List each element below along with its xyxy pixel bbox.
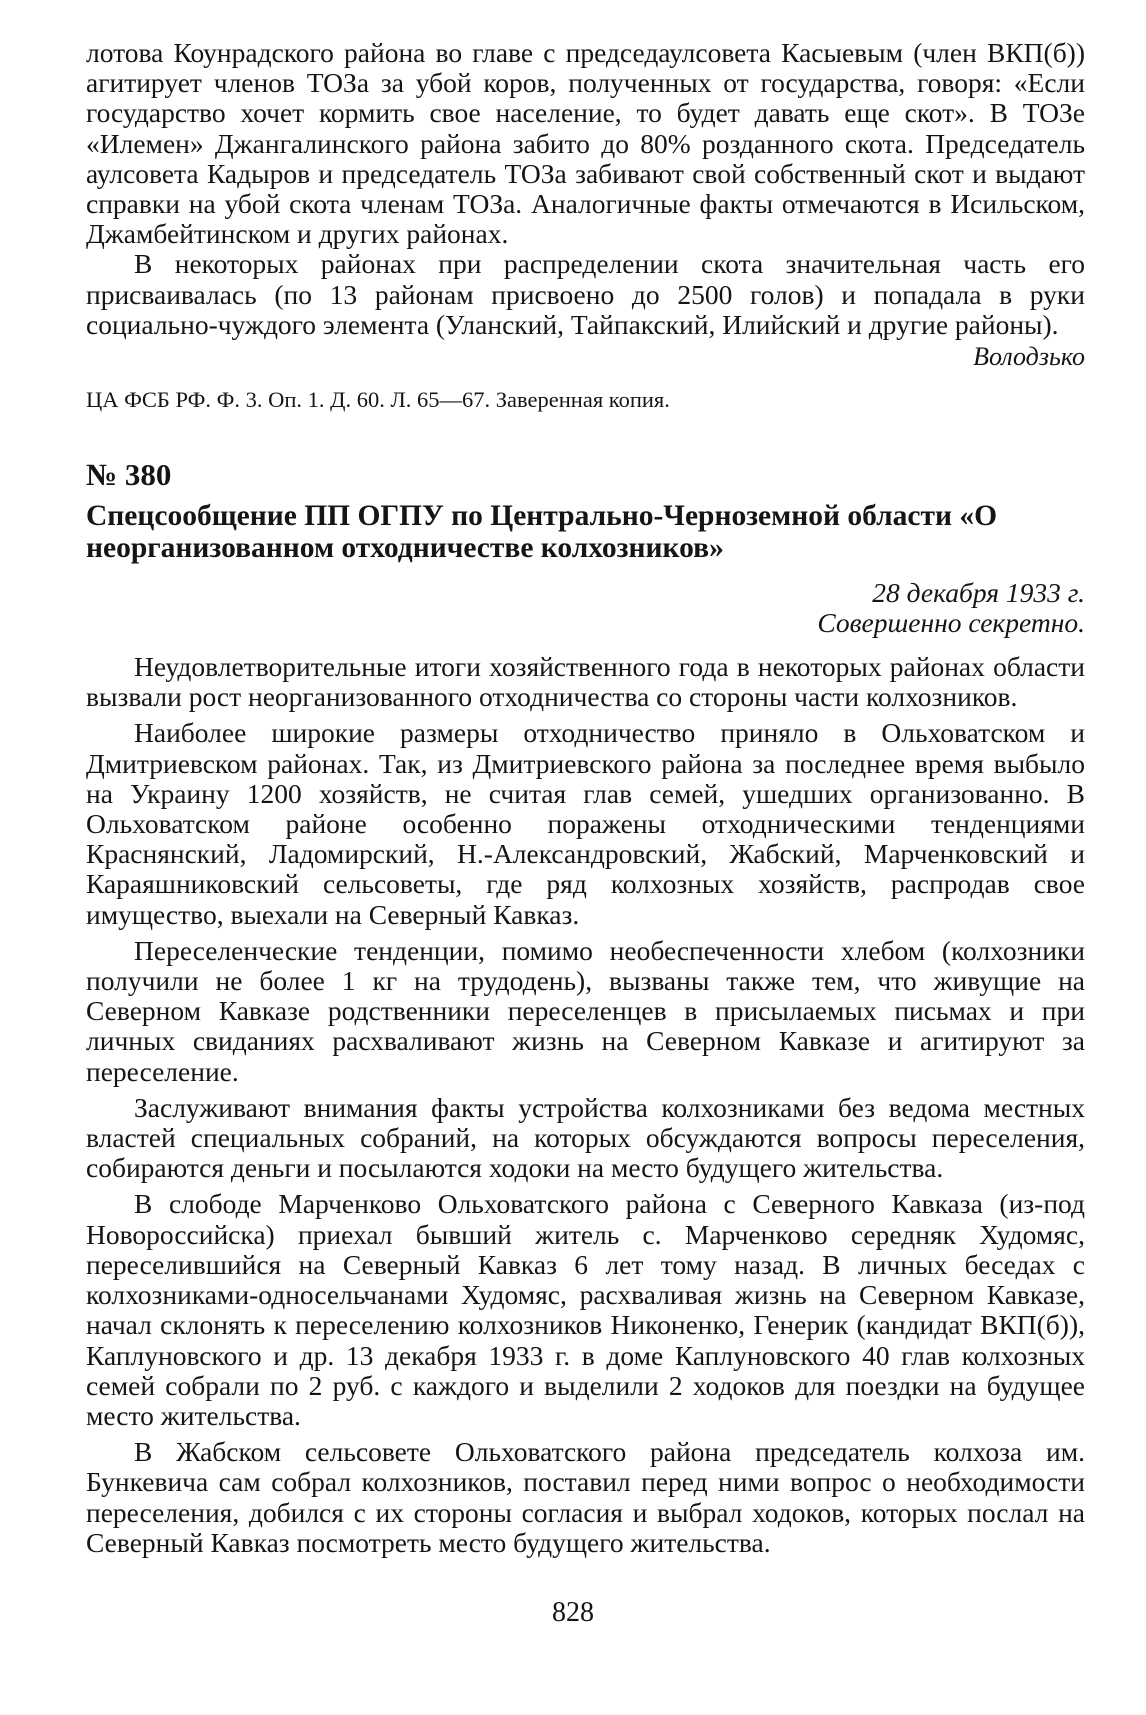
paragraph: Неудовлетворительные итоги хозяйственного года в некоторых районах области вызвали рост неорганизованного отходничества со стороны части колхозников.	[86, 651, 1085, 713]
paragraph: В Жабском сельсовете Ольховатского района председатель колхоза им. Бункевича сам собрал колхозников, поставил перед ними вопрос о необходимости переселения, добился с их стороны согласия и выбрал ходоков, которых послал на Северный Кавказ посмотреть место будущего жительства.	[86, 1436, 1085, 1558]
paragraph: Переселенческие тенденции, помимо необеспеченности хлебом (колхозники получили не более 1 кг на трудодень), вызваны также тем, что живущие на Северном Кавказе родственники переселенцев в присылаемых письмах и при личных свиданиях расхваливают жизнь на Северном Кавказе и агитируют за переселение.	[86, 934, 1085, 1087]
archive-source: ЦА ФСБ РФ. Ф. 3. Оп. 1. Д. 60. Л. 65—67. Заверенная копия.	[86, 387, 670, 413]
document-title: Спецсообщение ПП ОГПУ по Центрально-Черноземной области «О неорганизованном отходничестве колхозников»	[86, 500, 998, 565]
paragraph: Наиболее широкие размеры отходничество приняло в Ольховатском и Дмитриевском районах. Так, из Дмитриевского района за последнее время выбыло на Украину 1200 хозяйств, не считая глав семей, ушедших организованно. В Ольховатском районе особенно поражены отходническими тенденциями Краснянский, Ладомирский, Н.-Александровский, Жабский, Марченковский и Караяшниковский сельсоветы, где ряд колхозных хозяйств, распродав свое имущество, выехали на Северный Кавказ.	[86, 717, 1085, 930]
paragraph: лотова Коунрадского района во главе с председаулсовета Касыевым (член ВКП(б)) агитирует членов ТОЗа за убой коров, полученных от государства, говоря: «Если государство хочет кормить свое население, то будет давать еще скот». В ТОЗе «Илемен» Джангалинского района забито до 80% розданного скота. Председатель аулсовета Кадыров и председатель ТОЗа забивают свой собственный скот и выдают справки на убой скота членам ТОЗа. Аналогичные факты отмечаются в Исильском, Джамбейтинском и других районах.	[86, 37, 1085, 250]
document-date: 28 декабря 1933 г.	[872, 577, 1085, 609]
document-number: № 380	[86, 457, 172, 493]
paragraph: Заслуживают внимания факты устройства колхозниками без ведома местных властей специальных собраний, на которых обсуждаются вопросы переселения, собираются деньги и посылаются ходоки на место будущего жительства.	[86, 1091, 1085, 1184]
paragraph: В слободе Марченково Ольховатского района с Северного Кавказа (из-под Новороссийска) приехал бывший житель с. Марченково середняк Худомяс, переселившийся на Северный Кавказ 6 лет тому назад. В личных беседах с колхозниками-односельчанами Худомяс, расхваливая жизнь на Северном Кавказе, начал склонять к переселению колхозников Никоненко, Генерик (кандидат ВКП(б)), Каплуновского и др. 13 декабря 1933 г. в доме Каплуновского 40 глав колхозных семей собрали по 2 руб. с каждого и выделили 2 ходоков для поездки на будущее место жительства.	[86, 1188, 1085, 1431]
signature: Володзько	[973, 342, 1085, 372]
classification-mark: Совершенно секретно.	[817, 607, 1085, 639]
paragraph: В некоторых районах при распределении скота значительная часть его присваивалась (по 13 районам присвоено до 2500 голов) и попадала в руки социально-чуждого элемента (Уланский, Тайпакский, Илийский и другие районы).	[86, 248, 1085, 340]
page-number: 828	[552, 1597, 594, 1628]
document-page	[86, 38, 1085, 1558]
